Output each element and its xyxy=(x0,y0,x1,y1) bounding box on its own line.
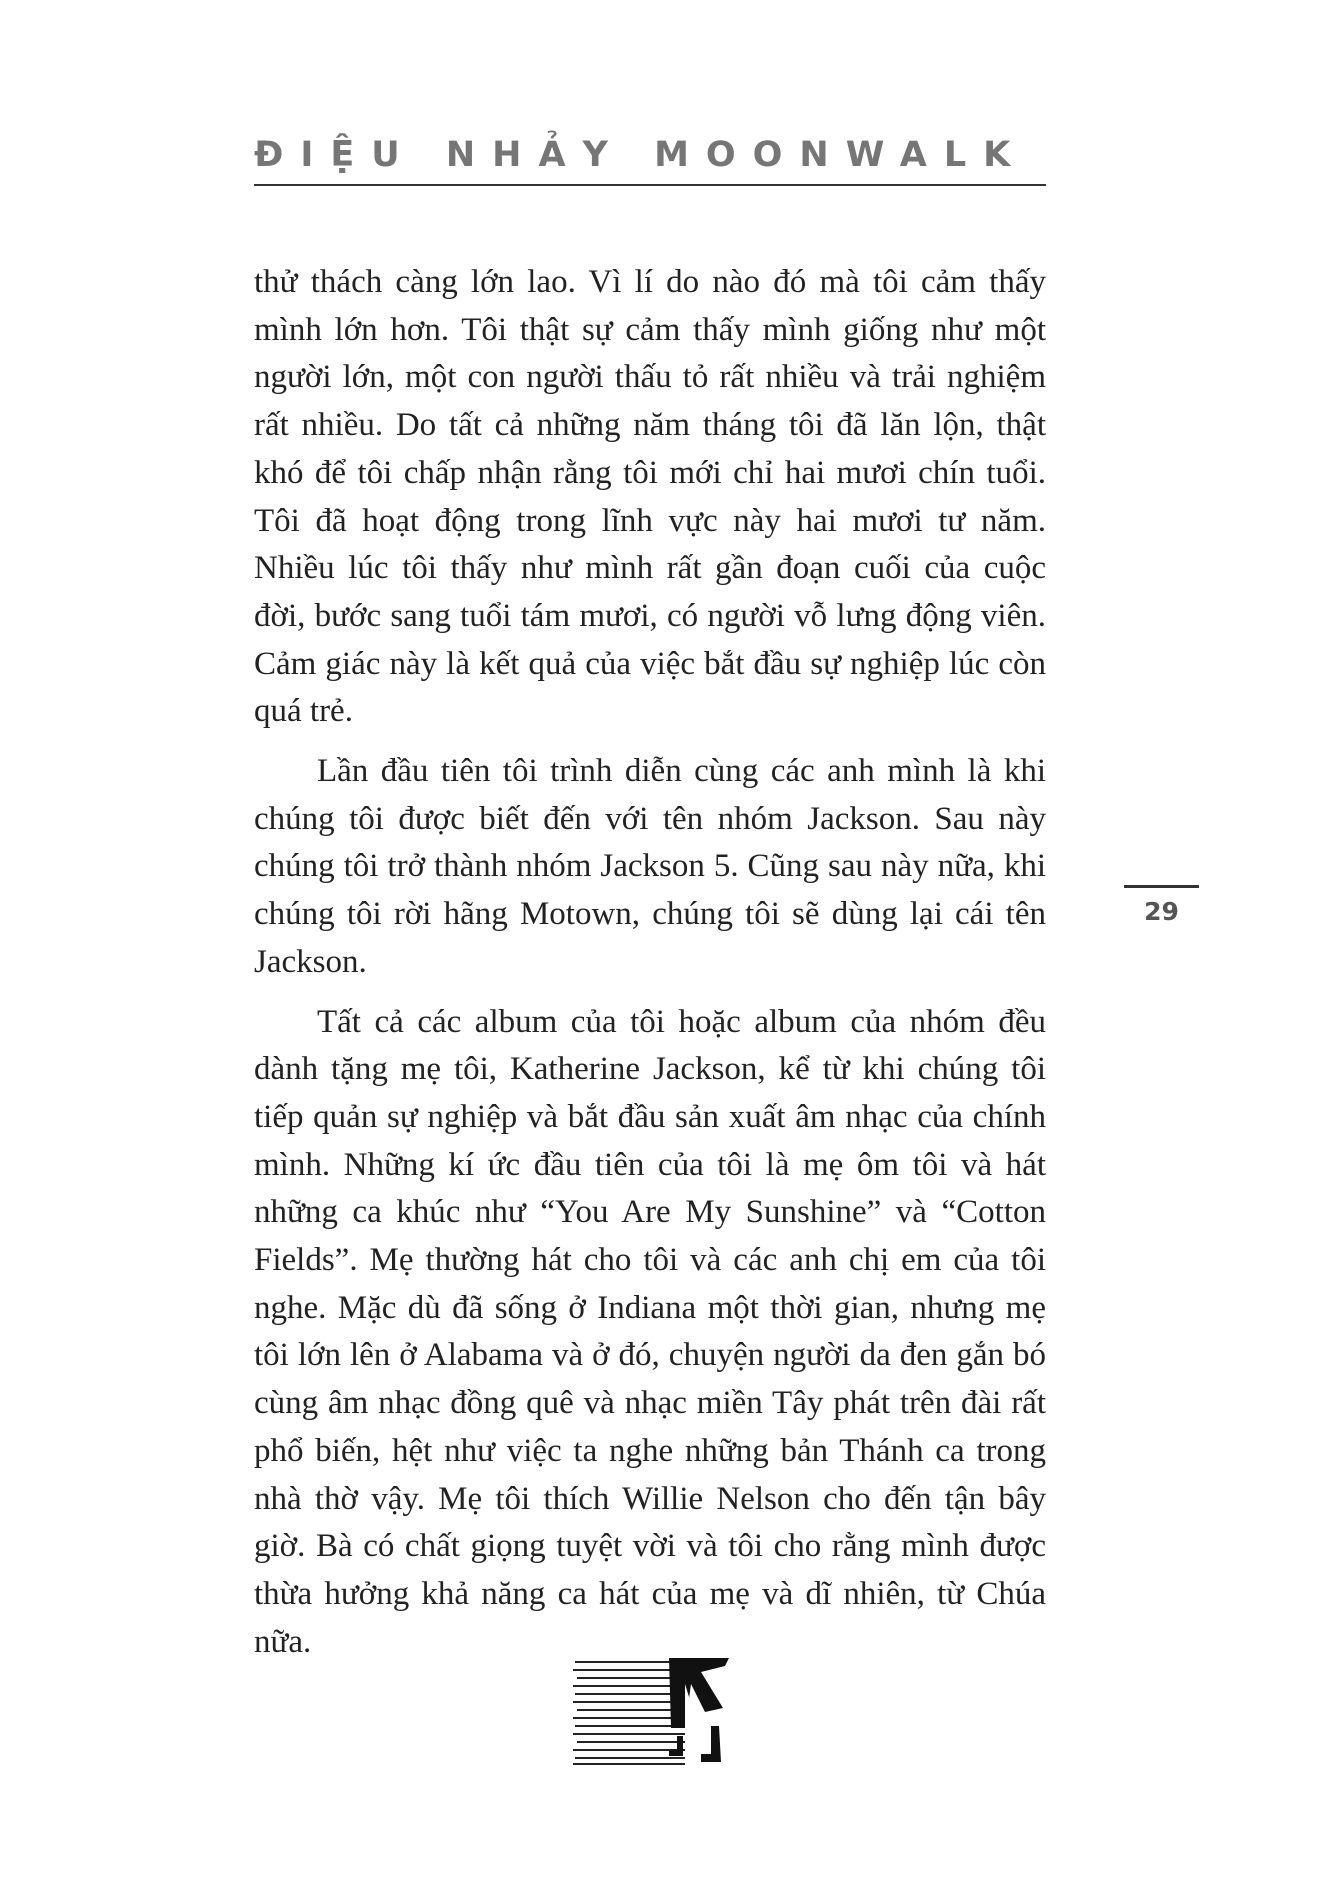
page-number: 29 xyxy=(1144,897,1179,926)
page-body xyxy=(254,259,1046,1678)
header-divider xyxy=(254,184,1046,186)
paragraph-2: Lần đầu tiên tôi trình diễn cùng các anh mình là khi chúng tôi được biết đến với tên nhóm Jackson. Sau này chúng tôi trở thành nhóm Jackson 5. Cũng sau này nữa, khi chúng tôi rời hãng Motown, chúng tôi sẽ dùng lại cái tên Jackson. xyxy=(254,753,1046,980)
moonwalk-dancer-icon xyxy=(573,1656,733,1768)
paragraph-3: Tất cả các album của tôi hoặc album của nhóm đều dành tặng mẹ tôi, Katherine Jackson, kể từ khi chúng tôi tiếp quản sự nghiệp và bắt đầu sản xuất âm nhạc của chính mình. Những kí ức đầu tiên của tôi là mẹ ôm tôi và hát những ca khúc như “You Are My Sunshine” và “Cotton Fields”. Mẹ thường hát cho tôi và các anh chị em của tôi nghe. Mặc dù đã sống ở Indiana một thời gian, nhưng mẹ tôi lớn lên ở Alabama và ở đó, chuyện người da đen gắn bó cùng âm nhạc đồng quê và nhạc miền Tây phát trên đài rất phổ biến, hệt như việc ta nghe những bản Thánh ca trong nhà thờ vậy. Mẹ tôi thích Willie Nelson cho đến tận bây giờ. Bà có chất giọng tuyệt vời và tôi cho rằng mình được thừa hưởng khả năng ca hát của mẹ và dĩ nhiên, từ Chúa nữa. xyxy=(254,1003,1046,1660)
page-number-divider xyxy=(1124,885,1199,888)
running-header-title: ĐIỆU NHẢY MOONWALK xyxy=(254,135,1028,175)
paragraph-1: thử thách càng lớn lao. Vì lí do nào đó mà tôi cảm thấy mình lớn hơn. Tôi thật sự cảm thấy mình giống như một người lớn, một con người thấu tỏ rất nhiều và trải nghiệm rất nhiều. Do tất cả những năm tháng tôi đã lăn lộn, thật khó để tôi chấp nhận rằng tôi mới chỉ hai mươi chín tuổi. Tôi đã hoạt động trong lĩnh vực này hai mươi tư năm. Nhiều lúc tôi thấy như mình rất gần đoạn cuối của cuộc đời, bước sang tuổi tám mươi, có người vỗ lưng động viên. Cảm giác này là kết quả của việc bắt đầu sự nghiệp lúc còn quá trẻ. xyxy=(254,264,1046,730)
